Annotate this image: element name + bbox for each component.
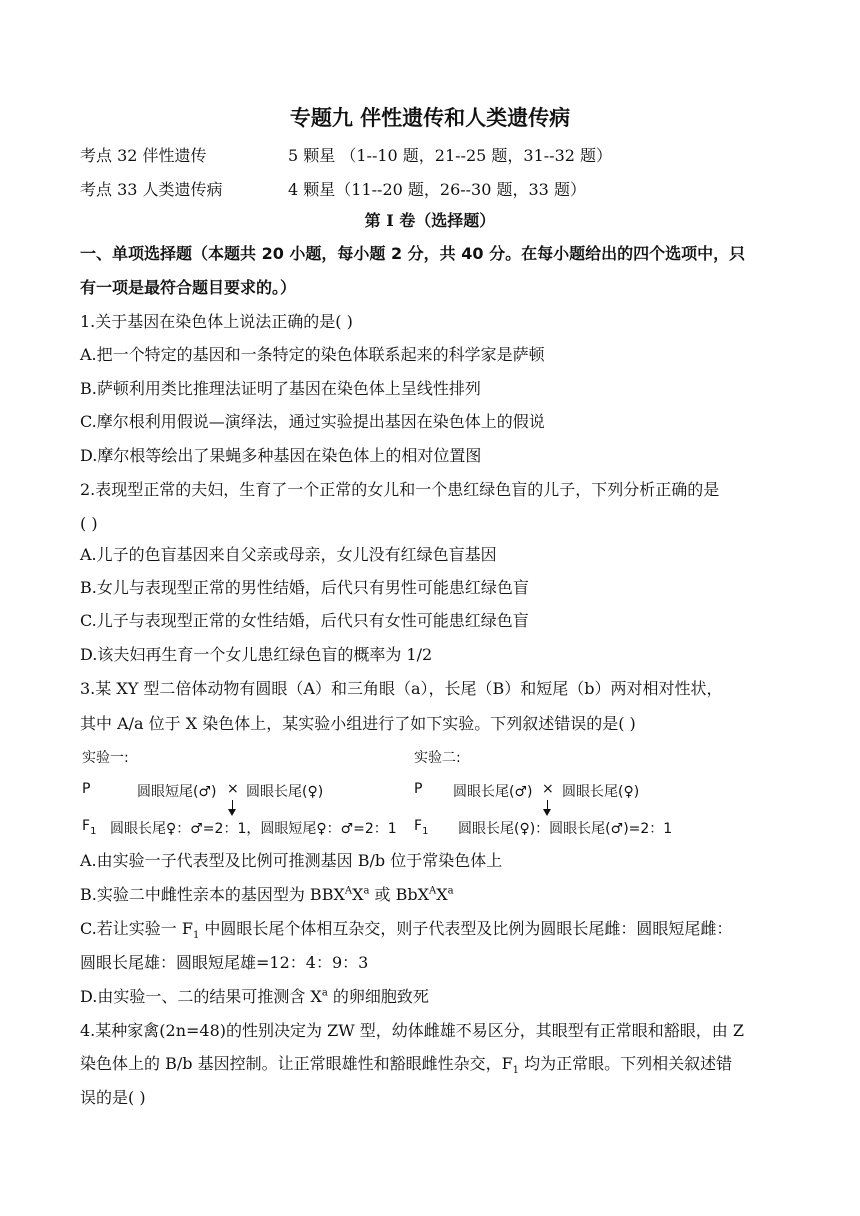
arrow-head xyxy=(228,809,236,816)
question-1-stem: 1.关于基因在染色体上说法正确的是( ) xyxy=(80,312,353,331)
experiment-1-title: 实验一: xyxy=(82,750,129,766)
volume-title: 第 I 卷（选择题） xyxy=(364,211,496,230)
question-4-stem-end: 误的是( ) xyxy=(80,1088,146,1107)
question-3-option-c: C.若让实验一 $F_1$ 中圆眼长尾个体相互杂交，则子代表型及比例为圆眼长尾雌：圆眼短尾雌： xyxy=(80,919,733,942)
section-heading-line2: 有一项是最符合题目要求的。） xyxy=(80,278,297,297)
experiment-1-result: 圆眼长尾♀：♂=2：1，圆眼短尾♀：♂=2：1 xyxy=(110,821,397,837)
female-parent: 圆眼长尾(♀) xyxy=(562,784,640,800)
question-3-option-b: B.实验二中雌性亲本的基因型为 $BBX^AX^a$ 或 $BbX^AX^a$ xyxy=(80,885,454,904)
question-3-option-d: D.由实验一、二的结果可推测含 $X^a$ 的卵细胞致死 xyxy=(80,987,429,1006)
male-parent: 圆眼短尾(♂) xyxy=(137,784,217,800)
question-2-stem-cont: ( ) xyxy=(80,514,98,533)
cross-symbol: × xyxy=(227,781,239,797)
question-2-option-d: D.该夫妇再生育一个女儿患红绿色盲的概率为 1/2 xyxy=(80,645,433,664)
f1-generation-label: $F_1$ xyxy=(82,818,97,837)
question-4-stem: 4.某种家禽(2n=48)的性别决定为 ZW 型，幼体雌雄不易区分，其眼型有正常眼和豁眼，由 Z xyxy=(80,1021,744,1040)
kaodian-detail: 5 颗星 （1--10 题，21--25 题，31--32 题） xyxy=(288,146,613,165)
experiment-2-title: 实验二: xyxy=(414,750,461,766)
question-3-option-c-cont: 圆眼长尾雄：圆眼短尾雄=12：4：9：3 xyxy=(80,953,369,972)
arrow-head xyxy=(543,809,551,816)
question-1-option-a: A.把一个特定的基因和一条特定的染色体联系起来的科学家是萨顿 xyxy=(80,345,545,364)
question-1-option-c: C.摩尔根利用假说—演绎法，通过实验提出基因在染色体上的假说 xyxy=(80,412,545,431)
female-parent: 圆眼长尾(♀) xyxy=(246,784,324,800)
question-3-stem-cont: 其中 A/a 位于 X 染色体上，某实验小组进行了如下实验。下列叙述错误的是( ) xyxy=(80,714,636,733)
question-2-option-b: B.女儿与表现型正常的男性结婚，后代只有男性可能患红绿色盲 xyxy=(80,578,529,597)
parent-generation-label: P xyxy=(414,781,423,797)
question-3-option-a: A.由实验一子代表型及比例可推测基因 B/b 位于常染色体上 xyxy=(80,851,503,870)
question-2-option-c: C.儿子与表现型正常的女性结婚，后代只有女性可能患红绿色盲 xyxy=(80,611,529,630)
kaodian-detail: 4 颗星（11--20 题，26--30 题，33 题） xyxy=(288,180,586,199)
question-2-option-a: A.儿子的色盲基因来自父亲或母亲，女儿没有红绿色盲基因 xyxy=(80,545,497,564)
parent-generation-label: P xyxy=(82,781,91,797)
question-1-option-b: B.萨顿利用类比推理法证明了基因在染色体上呈线性排列 xyxy=(80,379,481,398)
experiment-2-result: 圆眼长尾(♀)：圆眼长尾(♂)=2：1 xyxy=(458,821,673,837)
male-parent: 圆眼长尾(♂) xyxy=(453,784,533,800)
question-4-stem-cont: 染色体上的 B/b 基因控制。让正常眼雄性和豁眼雌性杂交，$F_1$ 均为正常眼。下列相关叙述错 xyxy=(80,1054,733,1077)
section-heading-line1: 一、单项选择题（本题共 20 小题，每小题 2 分，共 40 分。在每小题给出的四个选项中，只 xyxy=(80,244,746,263)
question-2-stem: 2.表现型正常的夫妇，生育了一个正常的女儿和一个患红绿色盲的儿子，下列分析正确的是 xyxy=(80,480,720,499)
page-title: 专题九 伴性遗传和人类遗传病 xyxy=(289,106,571,130)
kaodian-label: 考点 33 人类遗传病 xyxy=(80,180,223,199)
f1-generation-label: $F_1$ xyxy=(414,818,429,837)
kaodian-label: 考点 32 伴性遗传 xyxy=(80,146,207,165)
question-3-stem: 3.某 XY 型二倍体动物有圆眼（A）和三角眼（a），长尾（B）和短尾（b）两对相对性状， xyxy=(80,679,723,698)
cross-symbol: × xyxy=(542,781,554,797)
question-1-option-d: D.摩尔根等绘出了果蝇多种基因在染色体上的相对位置图 xyxy=(80,446,482,465)
